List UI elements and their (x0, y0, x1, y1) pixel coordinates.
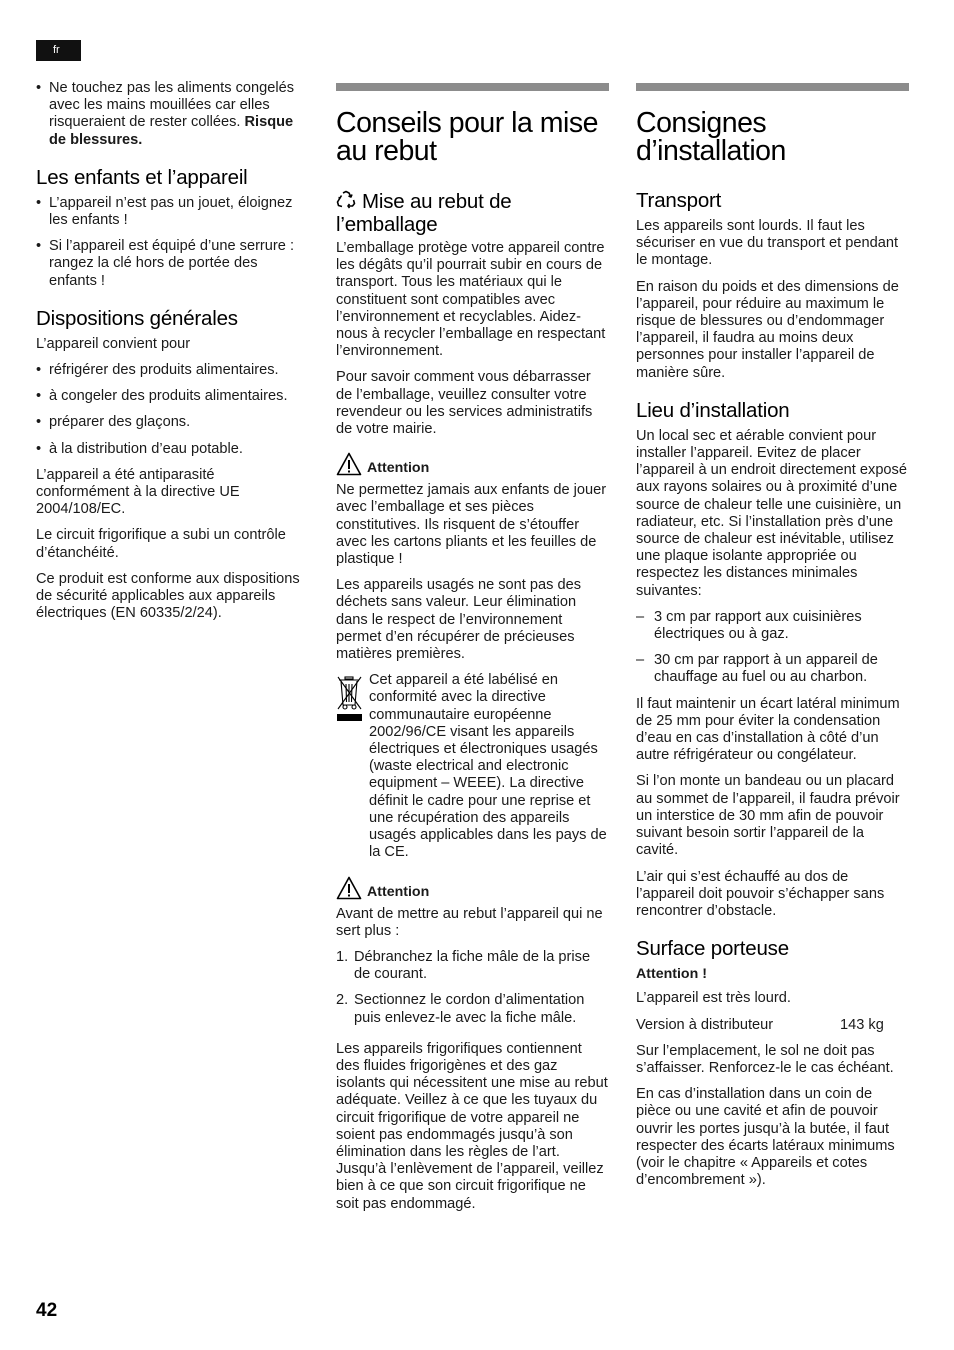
general-intro: L’appareil convient pour (36, 335, 191, 352)
step-number: 1. (336, 948, 349, 965)
paragraph: L’appareil a été antiparasité conformément à la directive UE 2004/108/EC. (36, 466, 240, 518)
paragraph: Si l’on monte un bandeau ou un placard au sommet de l’appareil, il faudra prévoir un interstice de 30 mm afin de pouvoir suivant besoin sortir l’appareil de la cavité. (636, 773, 900, 859)
list-item: • Si l’appareil est équipé d’une serrure : rangez la clé hors de portée des enfants ! (36, 238, 308, 290)
attention-label-1 (336, 452, 609, 476)
paragraph: Ce produit est conforme aux dispositions de sécurité applicables aux appareils électriques (EN 60335/2/24). (36, 570, 300, 622)
paragraph: Les appareils sont lourds. Il faut les sécuriser en vue du transport et pendant le montage. (636, 218, 899, 269)
heading-transport: Transport (636, 189, 722, 212)
section-rule (336, 83, 609, 91)
heading-location: Lieu d’installation (636, 398, 790, 422)
warning-icon (336, 876, 362, 900)
section-rule (636, 83, 909, 91)
list-item (36, 80, 308, 149)
title-installation: Consignes d’installation (636, 107, 786, 167)
bullet-text: Ne touchez pas les aliments congelés avec les mains mouillées car elles risqueraient de rester collées. (49, 80, 294, 131)
intro-list (36, 80, 308, 149)
heading-surface: Surface porteuse (636, 937, 789, 961)
attention-label-3: Attention ! (636, 966, 707, 983)
language-tag: fr (36, 40, 81, 61)
list-item: • L’appareil n’est pas un jouet, éloignez les enfants ! (36, 195, 308, 229)
distance-list (636, 609, 909, 687)
paragraph: Sur l’emplacement, le sol ne doit pas s’affaisser. Renforcez-le le cas échéant. (636, 1042, 894, 1076)
step-text: Débranchez la fiche mâle de la prise de courant. (354, 948, 591, 983)
list-item: • réfrigérer des produits alimentaires. (36, 362, 308, 379)
column-disposal (336, 80, 609, 1222)
step-text: Sectionnez le cordon d’alimentation puis enlevez-le avec la fiche mâle. (354, 992, 585, 1026)
list-item (336, 992, 609, 1026)
paragraph: L’appareil est très lourd. (636, 990, 791, 1007)
list-item: • à la distribution d’eau potable. (36, 441, 308, 458)
paragraph: Il faut maintenir un écart latéral minimum de 25 mm pour éviter la condensation d’eau en cas d’installation à côté d’un autre réfrigérateur ou congélateur. (636, 695, 900, 764)
paragraph: Le circuit frigorifique a subi un contrôle d’étanchéité. (36, 527, 286, 561)
recycle-icon (336, 190, 356, 210)
step-number: 2. (336, 992, 349, 1009)
paragraph: En raison du poids et des dimensions de l’appareil, pour réduire au maximum le risque de blessures ou d’endommager l’appareil, il faudra au moins deux personnes pour installer l’appareil de manière sûre. (636, 278, 899, 381)
bullet-emphasis: Risque de blessures. (49, 114, 294, 148)
attention-text: Attention (367, 460, 430, 477)
disposal-steps (336, 949, 609, 1027)
column-installation (636, 80, 909, 1198)
children-list (36, 195, 308, 290)
list-item: – 3 cm par rapport aux cuisinières électriques ou à gaz. (636, 609, 909, 643)
page-number: 42 (36, 1300, 58, 1321)
spec-value: 143 kg (840, 1016, 884, 1033)
title-disposal: Conseils pour la mise au rebut (336, 107, 598, 167)
weee-bin-icon (336, 672, 369, 861)
list-item: – 30 cm par rapport à un appareil de chauffage au fuel ou au charbon. (636, 652, 909, 686)
paragraph: Ne permettez jamais aux enfants de jouer avec l’emballage et ses pièces constitutives. Ils risquent de s’étouffer avec les cartons pliants et les feuilles de plastique ! (336, 482, 607, 568)
paragraph: Pour savoir comment vous débarrasser de l’emballage, veuillez consulter votre revendeur ou les services administratifs de votre mairie. (336, 369, 593, 438)
spec-label: Version à distributeur (636, 1016, 774, 1033)
list-item: • préparer des glaçons. (36, 414, 308, 431)
heading-packaging (336, 190, 609, 236)
attention-label-2 (336, 876, 609, 900)
paragraph: L’air qui s’est échauffé au dos de l’appareil doit pouvoir s’échapper sans rencontrer d’obstacle. (636, 868, 885, 919)
paragraph: Un local sec et aérable convient pour installer l’appareil. Evitez de placer l’appareil à un endroit directement exposé aux rayons solaires ou à proximité d’une source de chaleur telle une cuisinière, un radiateur, etc. Si l’installation près d’une source de chaleur est inévitable, utilisez une plaque isolante appropriée ou respectez les distances minimales suivantes: (636, 427, 907, 599)
list-item: • à congeler des produits alimentaires. (36, 388, 308, 405)
list-item (336, 949, 609, 983)
general-list (36, 362, 308, 458)
weight-spec (636, 1017, 909, 1034)
weee-notice (336, 672, 609, 861)
heading-children: Les enfants et l’appareil (36, 165, 248, 189)
paragraph: Les appareils frigorifiques contiennent des fluides frigorigènes et des gaz isolants qui nécessitent une mise au rebut adéquate. Veillez à ce que les tuyaux du circuit frigorifique de votre appareil ne soient pas endommagés jusqu’à son élimination dans les règles de l’art. Jusqu’à l’enlèvement de l’appareil, veillez bien à ce que son circuit frigorifique ne soit pas endommagé. (336, 1040, 608, 1212)
heading-general: Dispositions générales (36, 306, 238, 330)
heading-packaging-text: Mise au rebut de l’emballage (336, 190, 512, 236)
column-safety (36, 80, 308, 631)
paragraph: En cas d’installation dans un coin de pièce ou une cavité et afin de pouvoir ouvrir les portes jusqu’à la butée, il faut respecter des écarts latéraux minimums (voir le chapitre « Appareils et cotes d’encombrement »). (636, 1086, 895, 1189)
paragraph: L’emballage protège votre appareil contre les dégâts qu’il pourrait subir en cours de transport. Tous les matériaux qui le constituent sont compatibles avec l’environnement et recyclables. Aidez-nous à recycler l’emballage en respectant l’environnement. (336, 240, 606, 360)
paragraph: Les appareils usagés ne sont pas des déchets sans valeur. Leur élimination dans le respect de l’environnement permet d’en récupérer de précieuses matières premières. (336, 577, 582, 663)
warning-icon (336, 452, 362, 476)
weee-text: Cet appareil a été labélisé en conformité avec la directive communautaire européenne 2002/96/CE visant les appareils électriques et électroniques usagés (waste electrical and electronic equipment – WEEE). La directive définit le cadre pour une reprise et une récupération des appareils usagés applicables dans les pays de la CE. (369, 672, 607, 861)
paragraph: Avant de mettre au rebut l’appareil qui ne sert plus : (336, 905, 603, 939)
attention-text: Attention (367, 883, 430, 900)
